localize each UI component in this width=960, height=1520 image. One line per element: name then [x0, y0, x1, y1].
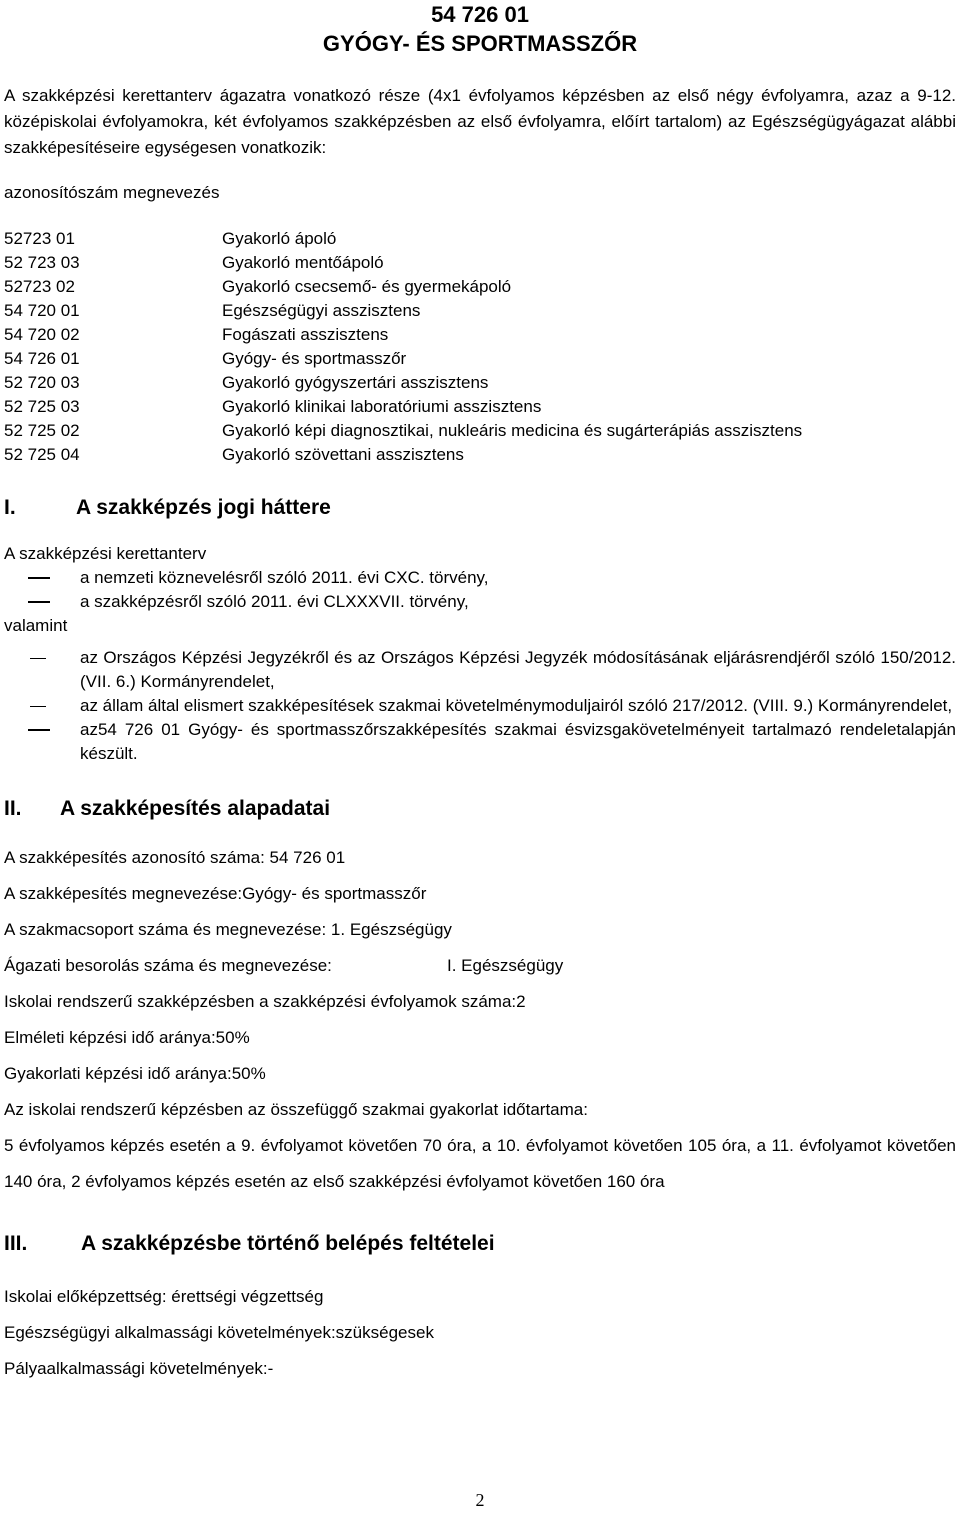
- list-item: [4, 718, 956, 766]
- basic-data: [4, 846, 956, 1200]
- intro-paragraph: A szakképzési kerettanterv ágazatra vonatkozó része (4x1 évfolyamos képzésben az első négy évfolyamra, azaz a 9-12. középiskolai évfolyamokra, két évfolyamos szakképzésben az első évfolyamra, előírt tartalom) az Egészségügyágazat alábbi szakképesítéseire egységesen vonatkozik:: [4, 86, 956, 157]
- list-item: [4, 443, 956, 467]
- qualification-code: 54 726 01: [4, 349, 80, 368]
- qualification-name: Gyakorló ápoló: [222, 229, 337, 248]
- dash-bullet-icon: [4, 566, 80, 590]
- legal-lead: A szakképzési kerettanterv: [4, 544, 207, 563]
- section-heading-1: [4, 494, 956, 522]
- list-item: [4, 323, 956, 347]
- section-title: A szakképzésbe történő belépés feltételei: [81, 1232, 495, 1255]
- list-item: [4, 227, 956, 251]
- section-heading-2: [4, 795, 956, 823]
- bullet-text: a nemzeti köznevelésről szóló 2011. évi CXC. törvény,: [80, 568, 489, 587]
- qualification-name: Egészségügyi asszisztens: [222, 301, 421, 320]
- legal-mid: valamint: [4, 616, 68, 635]
- data-line: A szakképesítés azonosító száma: 54 726 01: [4, 848, 346, 867]
- bullet-text: az Országos Képzési Jegyzékről és az Országos Képzési Jegyzék módosításának eljárásrendjéről szóló 150/2012. (VII. 6.) Kormányrendelet,: [80, 648, 956, 691]
- sector-label: Ágazati besorolás száma és megnevezése:: [4, 956, 332, 975]
- dash-bullet-icon: [4, 694, 80, 718]
- list-item: [4, 371, 956, 395]
- qualification-code: 52 725 03: [4, 397, 80, 416]
- bullet-text: az állam által elismert szakképesítések szakmai követelménymoduljairól szóló 217/2012. (VIII. 9.) Kormányrendelet,: [80, 696, 953, 715]
- data-line: Iskolai előképzettség: érettségi végzettség: [4, 1287, 324, 1306]
- document-title: GYÓGY- ÉS SPORTMASSZŐR: [322, 31, 638, 56]
- qualification-name: Gyógy- és sportmasszőr: [222, 349, 407, 368]
- list-item: [4, 590, 956, 614]
- bullet-text: az54 726 01 Gyógy- és sportmasszőrszakképesítés szakmai ésvizsgakövetelményeit tartalmazó rendeletalapján készült.: [80, 720, 956, 763]
- section-heading-3: [4, 1230, 956, 1258]
- list-item: [4, 419, 956, 443]
- data-line: Az iskolai rendszerű képzésben az összefüggő szakmai gyakorlat időtartama:: [4, 1100, 588, 1119]
- list-item: [4, 395, 956, 419]
- list-item: [4, 566, 956, 590]
- data-line: Iskolai rendszerű szakképzésben a szakképzési évfolyamok száma:2: [4, 992, 526, 1011]
- qualification-name: Gyakorló mentőápoló: [222, 253, 384, 272]
- data-line: A szakképesítés megnevezése:Gyógy- és sportmasszőr: [4, 884, 427, 903]
- qualification-name: Gyakorló klinikai laboratóriumi asszisztens: [222, 397, 542, 416]
- qualification-name: Gyakorló képi diagnosztikai, nukleáris medicina és sugárterápiás asszisztens: [222, 421, 803, 440]
- data-line: A szakmacsoport száma és megnevezése: 1. Egészségügy: [4, 920, 452, 939]
- qualification-code: 54 720 01: [4, 301, 80, 320]
- qualification-code: 52723 01: [4, 229, 75, 248]
- qualification-code: 52 725 02: [4, 421, 80, 440]
- dash-bullet-icon: [4, 646, 80, 694]
- section-title: A szakképzés jogi háttere: [76, 496, 331, 519]
- qualification-name: Gyakorló csecsemő- és gyermekápoló: [222, 277, 512, 296]
- qualification-name: Fogászati asszisztens: [222, 325, 389, 344]
- qualification-name: Gyakorló szövettani asszisztens: [222, 445, 464, 464]
- section-title: A szakképesítés alapadatai: [60, 797, 331, 820]
- section-number: II.: [4, 797, 22, 820]
- qualification-code: 54 720 02: [4, 325, 80, 344]
- bullet-text: a szakképzésről szóló 2011. évi CLXXXVII. törvény,: [80, 592, 469, 611]
- entry-requirements: [4, 1285, 956, 1381]
- sector-value: I. Egészségügy: [447, 956, 564, 975]
- qualification-name: Gyakorló gyógyszertári asszisztens: [222, 373, 489, 392]
- qualification-code: 52723 02: [4, 277, 75, 296]
- dash-bullet-icon: [4, 718, 80, 766]
- qualification-list: [4, 227, 956, 467]
- practice-paragraph: 5 évfolyamos képzés esetén a 9. évfolyamot követően 70 óra, a 10. évfolyamot követően 105 óra, a 11. évfolyamot követően 140 óra, 2 évfolyamos képzés esetén az első szakképzési évfolyamot követően 160 óra: [4, 1136, 956, 1191]
- section-number: III.: [4, 1232, 28, 1255]
- dash-bullet-icon: [4, 590, 80, 614]
- data-line: Elméleti képzési idő aránya:50%: [4, 1028, 250, 1047]
- data-line: Egészségügyi alkalmassági követelmények:szükségesek: [4, 1323, 434, 1342]
- list-item: [4, 347, 956, 371]
- data-line: Pályaalkalmassági követelmények:-: [4, 1359, 274, 1378]
- list-item: [4, 251, 956, 275]
- document-page: [4, 0, 956, 1393]
- sector-line: [4, 954, 956, 978]
- page-number: 2: [475, 1490, 485, 1510]
- list-item: [4, 694, 956, 718]
- list-item: [4, 299, 956, 323]
- list-item: [4, 275, 956, 299]
- qualification-code: 52 720 03: [4, 373, 80, 392]
- list-item: [4, 646, 956, 694]
- document-code: 54 726 01: [431, 2, 529, 27]
- list-header: azonosítószám megnevezés: [4, 183, 220, 202]
- qualification-code: 52 725 04: [4, 445, 80, 464]
- data-line: Gyakorlati képzési idő aránya:50%: [4, 1064, 266, 1083]
- section-number: I.: [4, 496, 16, 519]
- qualification-code: 52 723 03: [4, 253, 80, 272]
